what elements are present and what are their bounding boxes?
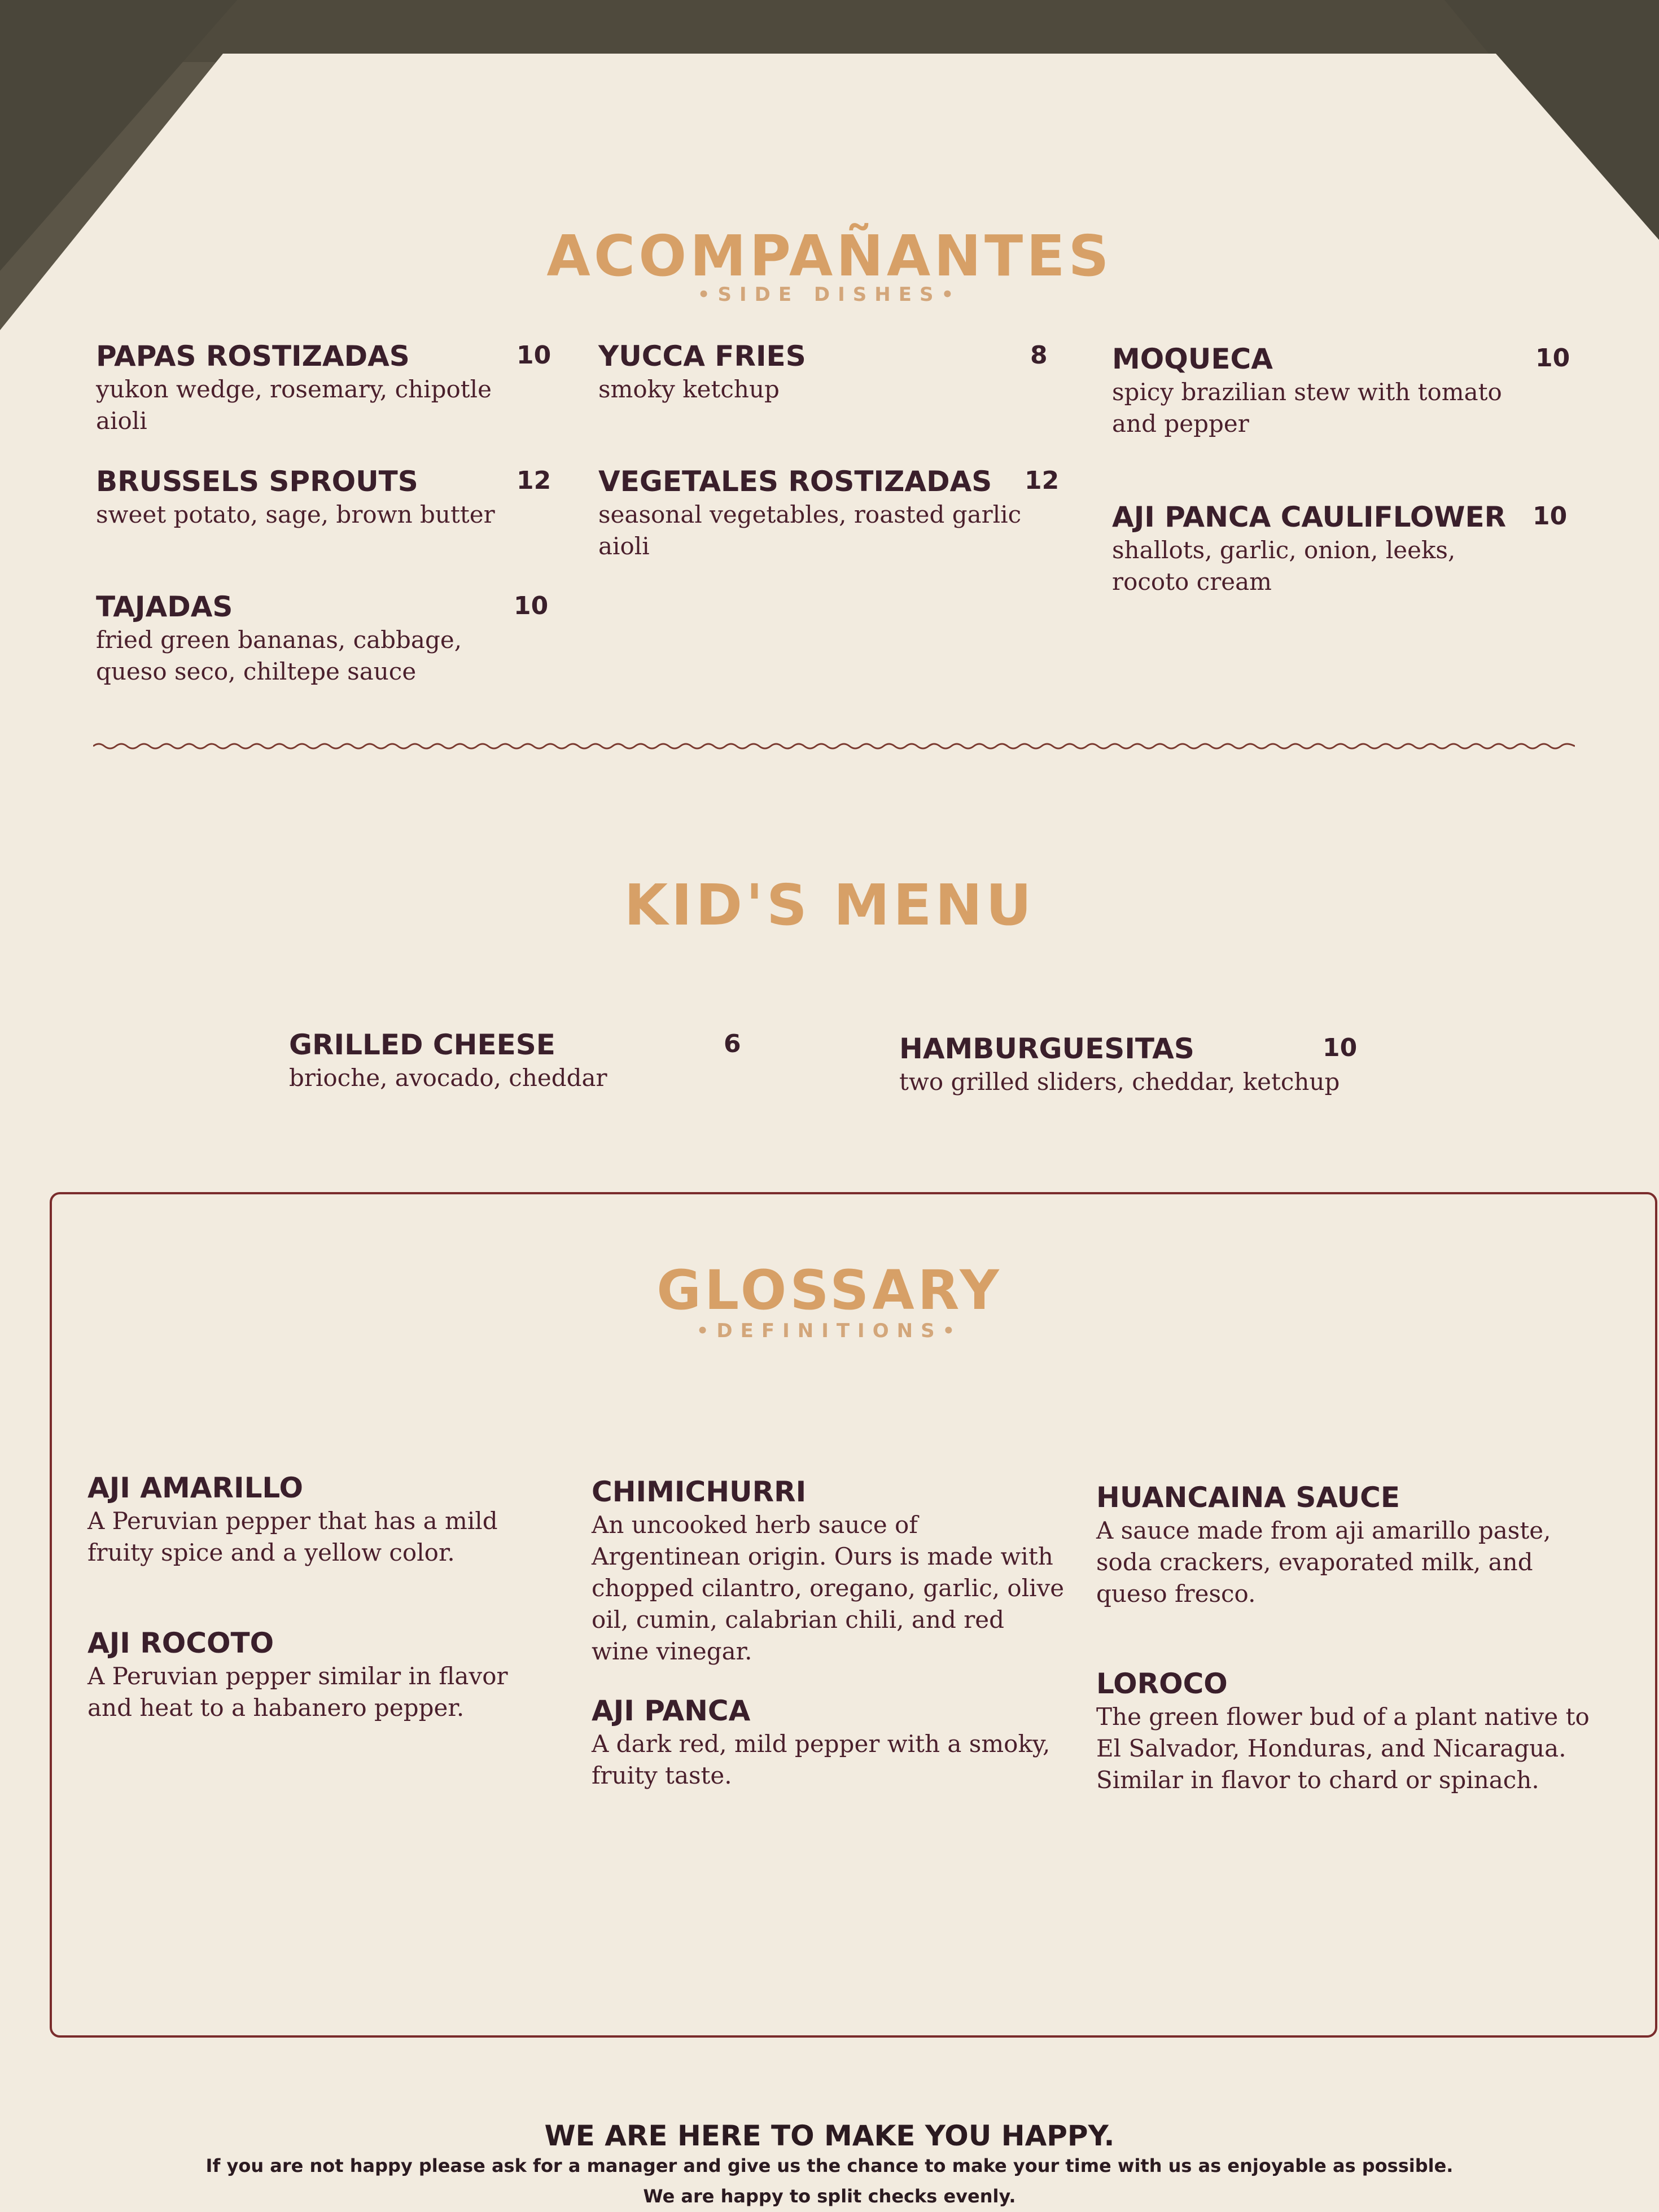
glossary-term: AJI AMARILLO — [87, 1471, 304, 1504]
glossary-entry — [1096, 1666, 1593, 1796]
menu-item — [96, 464, 551, 531]
item-name: MOQUECA — [1112, 343, 1273, 375]
item-name: VEGETALES ROSTIZADAS — [598, 465, 992, 498]
item-name: TAJADAS — [96, 590, 233, 623]
glossary-definition: An uncooked herb sauce of Argentinean origin. Ours is made with chopped cilantro, oregano, garlic, olive oil, cumin, calabrian chili, and red wine vinegar. — [592, 1511, 1065, 1665]
item-description: seasonal vegetables, roasted garlic aioli — [598, 501, 1022, 560]
item-price: 10 — [514, 592, 549, 620]
glossary-term: CHIMICHURRI — [592, 1475, 807, 1508]
glossary-term: HUANCAINA SAUCE — [1096, 1481, 1400, 1514]
item-name: BRUSSELS SPROUTS — [96, 465, 418, 498]
glossary-term: AJI ROCOTO — [87, 1627, 274, 1659]
item-description: fried green bananas, cabbage, queso seco, chiltepe sauce — [96, 626, 462, 685]
glossary-subtitle: •DEFINITIONS• — [696, 1320, 963, 1342]
wavy-divider — [93, 739, 1575, 753]
glossary-title: GLOSSARY — [656, 1259, 1003, 1322]
item-price: 12 — [516, 466, 551, 495]
item-description: brioche, avocado, cheddar — [289, 1064, 607, 1092]
glossary-term: LOROCO — [1096, 1667, 1228, 1700]
glossary-definition: A sauce made from aji amarillo paste, soda crackers, evaporated milk, and queso fresco. — [1096, 1517, 1551, 1607]
item-price: 10 — [516, 341, 551, 370]
item-description: yukon wedge, rosemary, chipotle aioli — [96, 375, 492, 435]
sides-title: ACOMPAÑANTES — [546, 223, 1113, 289]
menu-cover — [0, 0, 1659, 62]
footer-title: WE ARE HERE TO MAKE YOU HAPPY. — [544, 2119, 1115, 2152]
glossary-definition: A Peruvian pepper that has a mild fruity spice and a yellow color. — [87, 1507, 498, 1566]
item-name: YUCCA FRIES — [598, 340, 806, 373]
item-price: 12 — [1025, 466, 1060, 495]
glossary-entry — [1096, 1480, 1593, 1610]
glossary-term: AJI PANCA — [592, 1694, 751, 1727]
item-description: smoky ketchup — [598, 375, 780, 403]
footer-message: If you are not happy please ask for a manager and give us the chance to make your time with us as enjoyable as possible. — [205, 2155, 1454, 2176]
item-name: GRILLED CHEESE — [289, 1028, 555, 1061]
item-name: HAMBURGUESITAS — [899, 1032, 1194, 1065]
menu-item — [899, 1031, 1362, 1098]
item-name: AJI PANCA CAULIFLOWER — [1112, 501, 1507, 533]
menu-item — [598, 464, 1061, 562]
footer-split-checks: We are happy to split checks evenly. — [643, 2185, 1016, 2207]
item-name: PAPAS ROSTIZADAS — [96, 340, 410, 373]
menu-item — [96, 339, 551, 437]
glossary-definition: A Peruvian pepper similar in flavor and heat to a habanero pepper. — [87, 1662, 508, 1722]
menu-item — [1112, 341, 1570, 440]
glossary-entry — [592, 1693, 1066, 1791]
glossary-entry — [87, 1470, 556, 1569]
item-description: spicy brazilian stew with tomato and pepper — [1112, 378, 1502, 437]
glossary-definition: A dark red, mild pepper with a smoky, fruity taste. — [592, 1730, 1050, 1789]
item-description: sweet potato, sage, brown butter — [96, 501, 495, 528]
menu-item — [289, 1027, 746, 1094]
menu-item — [96, 589, 549, 687]
item-price: 8 — [1030, 341, 1048, 370]
item-price: 10 — [1323, 1033, 1358, 1062]
menu-item — [1112, 500, 1568, 598]
sides-subtitle: •SIDE DISHES• — [697, 283, 962, 306]
menu-item — [598, 339, 1061, 405]
glossary-entry — [592, 1474, 1066, 1667]
glossary-entry — [87, 1626, 556, 1724]
kids-title: KID'S MENU — [624, 872, 1035, 938]
item-price: 10 — [1535, 344, 1570, 373]
item-price: 10 — [1533, 502, 1568, 531]
item-price: 6 — [724, 1030, 741, 1058]
glossary-definition: The green flower bud of a plant native to El Salvador, Honduras, and Nicaragua. Similar in flavor to chard or spinach. — [1096, 1703, 1590, 1794]
item-description: shallots, garlic, onion, leeks, rocoto cream — [1112, 536, 1456, 595]
item-description: two grilled sliders, cheddar, ketchup — [899, 1068, 1340, 1096]
